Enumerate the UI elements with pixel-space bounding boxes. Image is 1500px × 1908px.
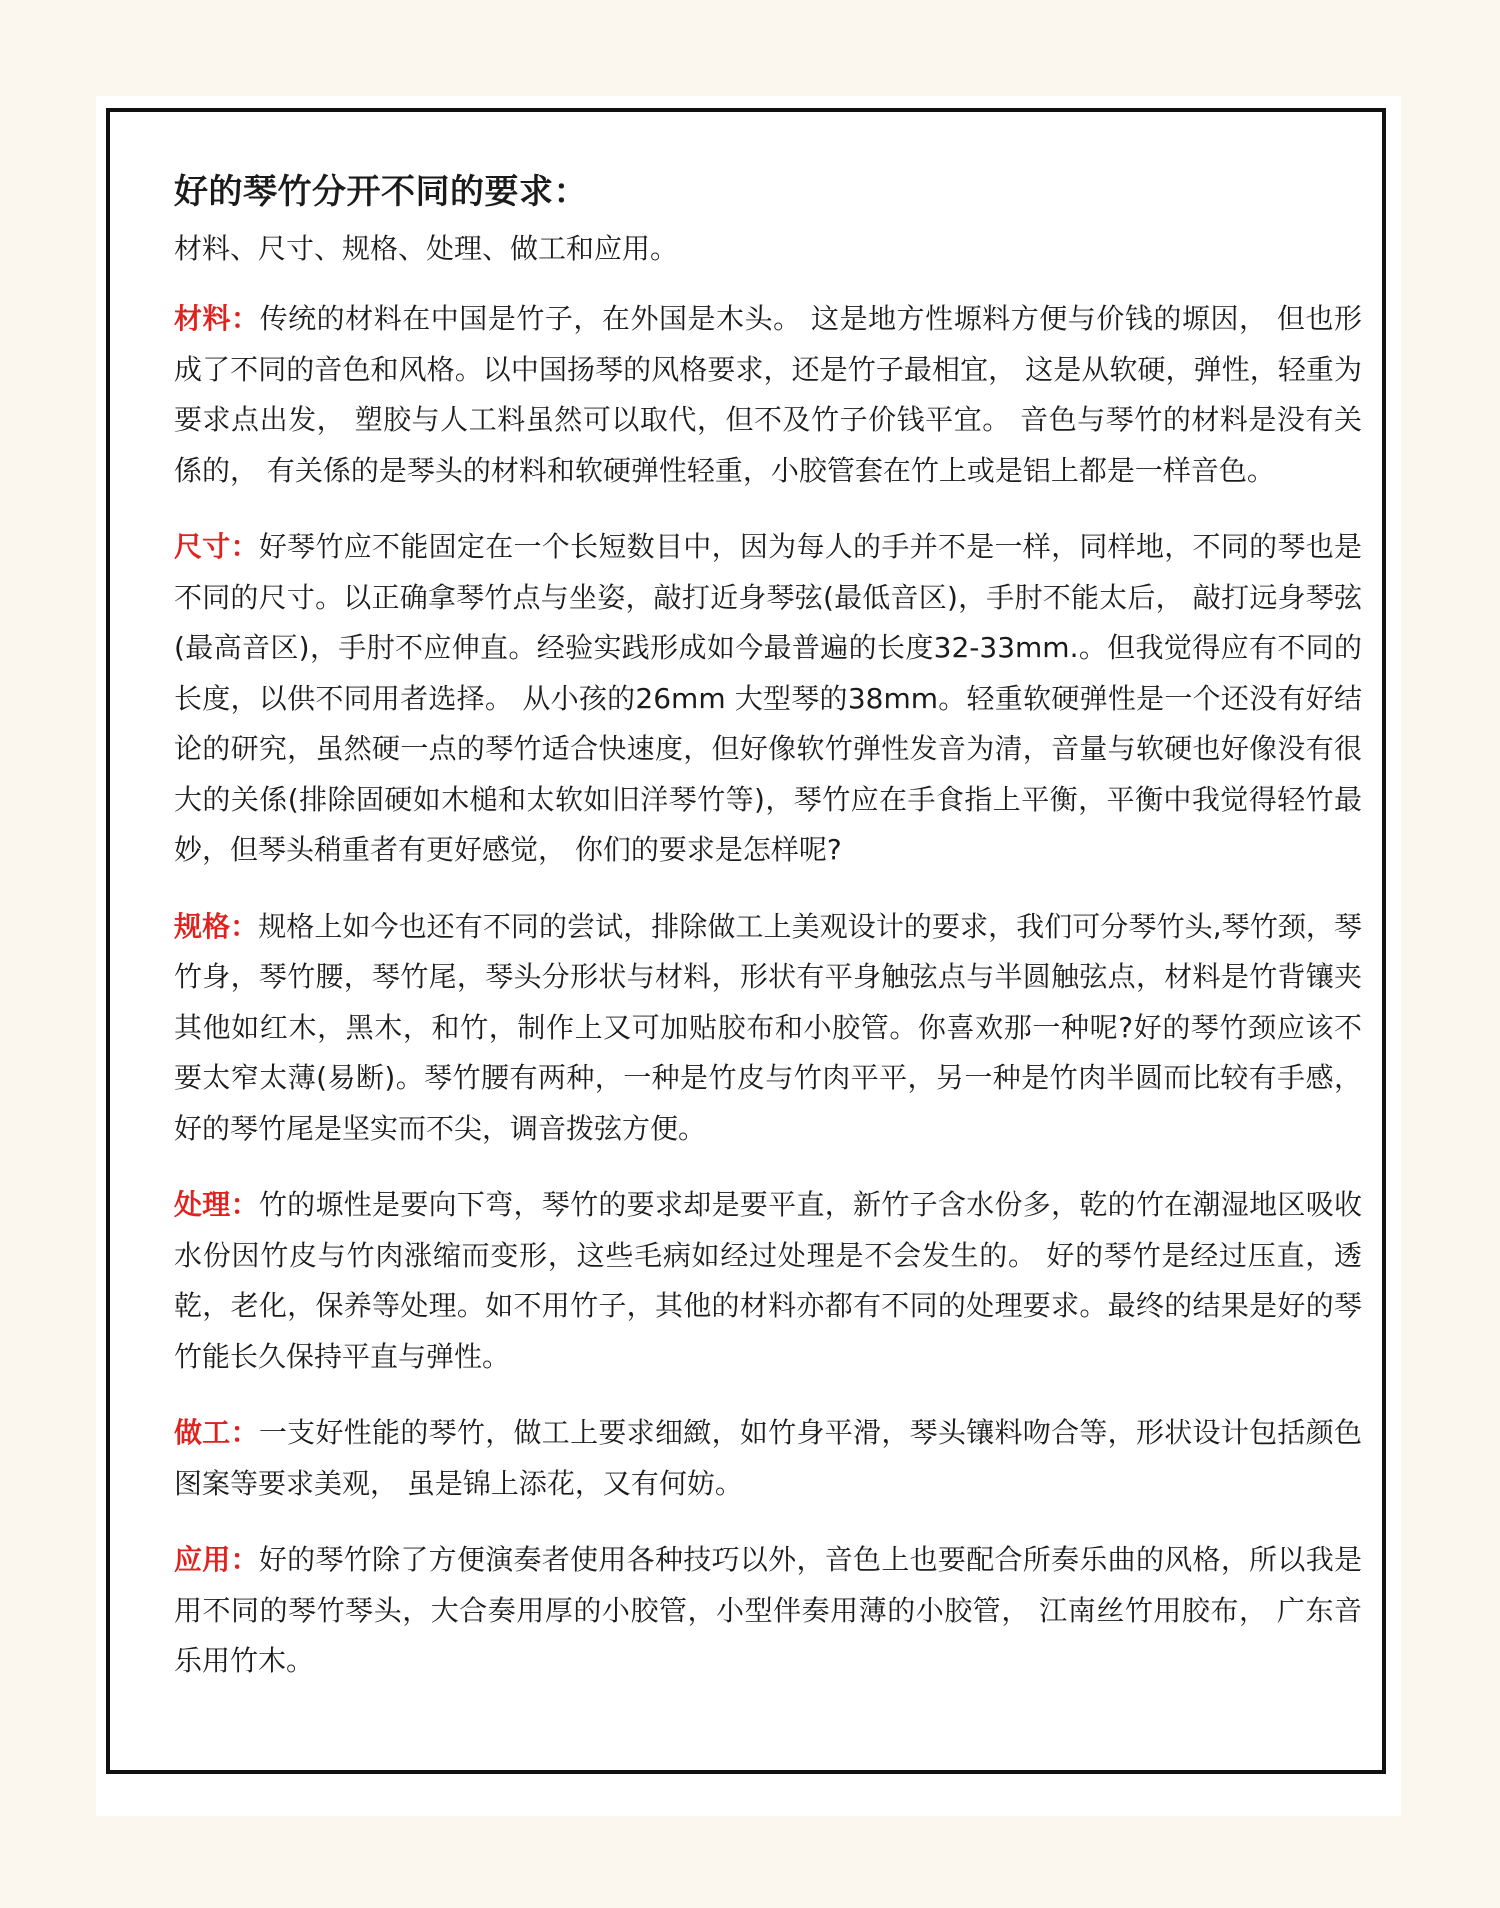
section-workmanship xyxy=(174,1408,1362,1509)
section-text-treatment: 竹的塬性是要向下弯，琴竹的要求却是要平直，新竹子含水份多，乾的竹在潮湿地区吸收水份因竹皮与竹肉涨缩而变形，这些毛病如经过处理是不会发生的。 好的琴竹是经过压直，透乾，老化，保养等处理。如不用竹子，其他的材料亦都有不同的处理要求。最终的结果是好的琴竹能长久保持平直与弹性。 xyxy=(174,1188,1362,1373)
section-specification xyxy=(174,902,1362,1155)
section-text-specification: 规格上如今也还有不同的尝试，排除做工上美观设计的要求，我们可分琴竹头,琴竹颈，琴竹身，琴竹腰，琴竹尾，琴头分形状与材料，形状有平身触弦点与半圆触弦点，材料是竹背镶夹其他如红木，黑木，和竹，制作上又可加贴胶布和小胶管。你喜欢那一种呢?好的琴竹颈应该不要太窄太薄(易断)。琴竹腰有两种，一种是竹皮与竹肉平平，另一种是竹肉半圆而比较有手感，好的琴竹尾是坚实而不尖，调音拨弦方便。 xyxy=(174,909,1362,1145)
section-materials xyxy=(174,294,1362,496)
section-label-materials: 材料： xyxy=(174,302,260,335)
section-label-specification: 规格： xyxy=(174,909,259,943)
article-content xyxy=(174,168,1362,1713)
section-treatment xyxy=(174,1180,1362,1382)
section-text-size: 好琴竹应不能固定在一个长短数目中，因为每人的手并不是一样，同样地，不同的琴也是不同的尺寸。以正确拿琴竹点与坐姿，敲打近身琴弦(最低音区)，手肘不能太后， 敲打远身琴弦(最高音区)，手肘不应伸直。经验实践形成如今最普遍的长度32-33mm.。但我觉得应有不同的长度，以供不同用者选择。 从小孩的26mm 大型琴的38mm。轻重软硬弹性是一个还没有好结论的研究，虽然硬一点的琴竹适合快速度，但好像软竹弹性发音为清，音量与软硬也好像没有很大的关係(排除固硬如木槌和太软如旧洋琴竹等)，琴竹应在手食指上平衡，平衡中我觉得轻竹最妙，但琴头稍重者有更好感觉， 你们的要求是怎样呢? xyxy=(174,530,1362,866)
section-text-materials: 传统的材料在中国是竹子，在外国是木头。 这是地方性塬料方便与价钱的塬因， 但也形成了不同的音色和风格。以中国扬琴的风格要求，还是竹子最相宜， 这是从软硬，弹性，轻重为要求点出发， 塑胶与人工料虽然可以取代，但不及竹子价钱平宜。 音色与琴竹的材料是没有关係的， 有关係的是琴头的材料和软硬弹性轻重，小胶管套在竹上或是铝上都是一样音色。 xyxy=(174,302,1362,487)
section-text-application: 好的琴竹除了方便演奏者使用各种技巧以外，音色上也要配合所奏乐曲的风格，所以我是用不同的琴竹琴头，大合奏用厚的小胶管，小型伴奏用薄的小胶管， 江南丝竹用胶布， 广东音乐用竹木。 xyxy=(174,1543,1362,1677)
section-label-size: 尺寸： xyxy=(174,530,259,563)
article-subtitle: 材料、尺寸、规格、处理、做工和应用。 xyxy=(174,232,679,265)
section-size xyxy=(174,522,1362,876)
section-application xyxy=(174,1535,1362,1687)
section-text-workmanship: 一支好性能的琴竹，做工上要求细緻，如竹身平滑，琴头镶料吻合等，形状设计包括颜色图案等要求美观， 虽是锦上添花，又有何妨。 xyxy=(174,1416,1362,1500)
article-card xyxy=(106,108,1386,1774)
section-label-treatment: 处理： xyxy=(174,1188,259,1221)
section-label-workmanship: 做工： xyxy=(174,1416,259,1449)
section-label-application: 应用： xyxy=(174,1543,259,1576)
article-title: 好的琴竹分开不同的要求： xyxy=(174,172,588,212)
